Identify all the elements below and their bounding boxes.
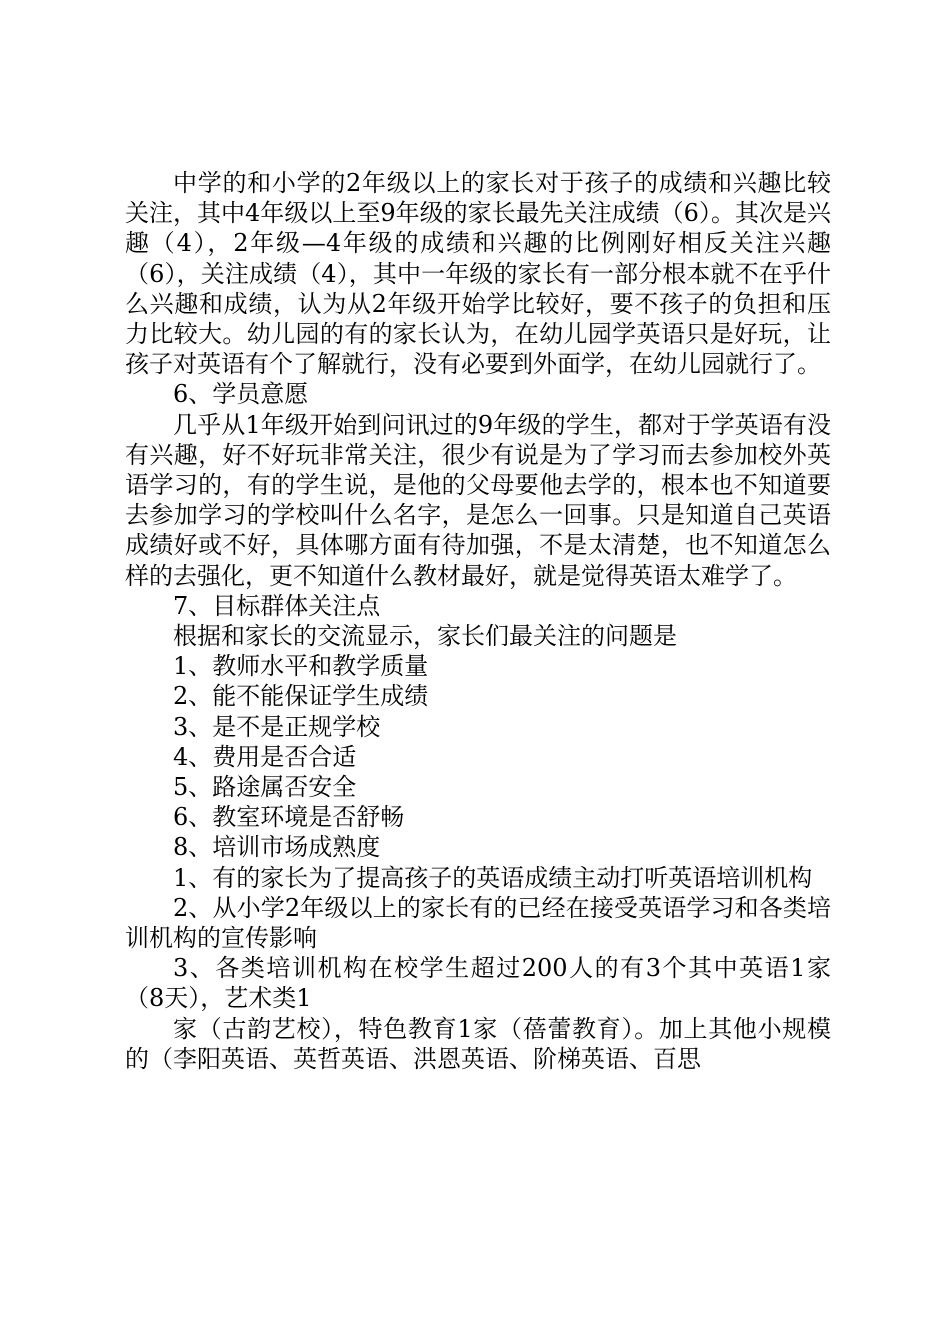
- concern-item-1: 1、教师水平和教学质量: [173, 652, 429, 681]
- heading-student-willingness: 6、学员意愿: [173, 380, 309, 409]
- heading-market-maturity: 8、培训市场成熟度: [173, 833, 381, 862]
- heading-target-group-concerns: 7、目标群体关注点: [173, 591, 381, 620]
- concern-item-4: 4、费用是否合适: [173, 742, 357, 771]
- concern-item-2: 2、能不能保证学生成绩: [173, 682, 429, 711]
- market-point-1: 1、有的家长为了提高孩子的英语成绩主动打听英语培训机构: [173, 863, 813, 892]
- market-point-3: 3、各类培训机构在校学生超过200人的有3个其中英语1家（8天），艺术类1: [125, 954, 831, 1013]
- concern-item-6: 6、教室环境是否舒畅: [173, 803, 405, 832]
- concern-item-5: 5、路途属否安全: [173, 773, 357, 802]
- document-body: [125, 168, 831, 1074]
- concerns-intro: 根据和家长的交流显示，家长们最关注的问题是: [173, 622, 677, 651]
- market-point-3-continued: 家（古韵艺校），特色教育1家（蓓蕾教育）。加上其他小规模的（李阳英语、英哲英语、洪恩英语、阶梯英语、百思: [125, 1014, 831, 1073]
- market-point-2: 2、从小学2年级以上的家长有的已经在接受英语学习和各类培训机构的宣传影响: [125, 893, 831, 953]
- paragraph-student-willingness: 几乎从1年级开始到问讯过的9年级的学生，都对于学英语有没有兴趣，好不好玩非常关注，很少有说是为了学习而去参加校外英语学习的，有的学生说，是他的父母要他去学的，根本也不知道要去参加学习的学校叫什么名字，是怎么一回事。只是知道自己英语成绩好或不好，具体哪方面有待加强，不是太清楚，也不知道怎么样的去强化，更不知道什么教材最好，就是觉得英语太难学了。: [125, 410, 831, 590]
- concern-item-3: 3、是不是正规学校: [173, 712, 381, 741]
- paragraph-parent-focus: 中学的和小学的2年级以上的家长对于孩子的成绩和兴趣比较关注，其中4年级以上至9年级的家长最先关注成绩（6）。其次是兴趣（4），2年级—4年级的成绩和兴趣的比例刚好相反关注兴趣（6），关注成绩（4），其中一年级的家长有一部分根本就不在乎什么兴趣和成绩，认为从2年级开始学比较好，要不孩子的负担和压力比较大。幼儿园的有的家长认为，在幼儿园学英语只是好玩，让孩子对英语有个了解就行，没有必要到外面学，在幼儿园就行了。: [125, 169, 831, 379]
